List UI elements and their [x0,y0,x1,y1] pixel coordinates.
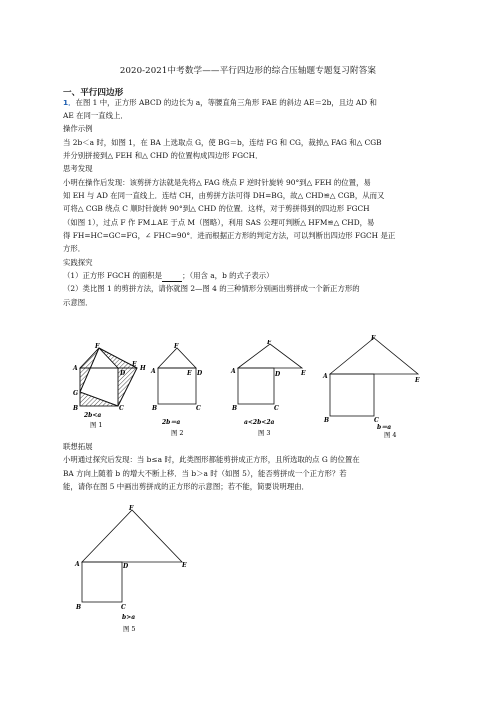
label-A: A [231,368,236,375]
condition: b>a [122,614,136,621]
paragraph-line: 能，请你在图 5 中画出剪拼成的正方形的示意图；若不能，简要说明理由． [63,482,309,491]
question-2: （2）类比图 1 的剪拼方法，请你就图 2—图 4 的三种情形分别画出剪拼成一个新正方形的 [63,284,360,293]
label-F: F [371,335,376,342]
label-C: C [374,417,379,424]
label-E: E [415,377,420,384]
paragraph-line: 当 2b＜a 时，如图 1，在 BA 上选取点 G，使 BG＝b，连结 FG 和 CG，裁掉△ FAG 和△ CGB [63,138,382,147]
figure-2 [150,340,220,440]
label-B: B [73,405,79,412]
condition: 2b＝a [162,419,181,426]
problem-line: AE 在同一直线上． [63,111,128,120]
label-C: C [274,405,279,412]
label-E: E [182,562,187,569]
q1-text: （1）正方形 FGCH 的面积是 [63,271,163,280]
caption: 图 5 [123,625,136,633]
condition: 2b<a [84,412,102,419]
paragraph-line: BA 方向上随着 b 的增大不断上移．当 b＞a 时（如图 5），能否剪拼成一个正方形？若 [63,469,347,478]
figure-4 [322,334,422,438]
label-F: F [267,340,272,346]
label-A: A [75,561,80,568]
question-2-cont: 示意图． [63,298,93,307]
label-B: B [76,604,82,611]
caption: 图 3 [258,429,271,437]
paragraph-line: 得 FH=HC=GC=FG，∠ FHC=90°．进而根据正方形的判定方法，可以判断出四边形 FGCH 是正 [63,231,396,240]
problem-text: 在图 1 中，正方形 ABCD 的边长为 a，等腰直角三角形 FAE 的斜边 AE＝2b，且边 AD 和 [75,98,377,107]
figure-1 [62,340,152,440]
label-E: E [187,370,192,377]
label-H: H [140,365,146,372]
section-heading: 一、平行四边形 [63,88,124,98]
label-F: F [95,343,100,350]
label-A: A [151,368,156,375]
caption: 图 2 [171,429,184,437]
caption: 图 4 [384,431,397,438]
paragraph-line: 知 EH 与 AD 在同一直线上．连结 CH，由剪拼方法可得 DH=BG，故△ CHD≌△ CGB，从而又 [63,191,385,200]
answer-blank[interactable] [162,273,182,282]
figure-5 [72,502,202,642]
subheading-practice: 实践探究 [63,258,93,267]
q1-text-tail: ；（用含 a，b 的式子表示） [182,271,274,280]
paragraph-line: 小明在操作后发现：该剪拼方法就是先将△ FAG 绕点 F 逆时针旋转 90°到△ FEH 的位置，易 [63,178,371,187]
label-G: G [73,390,79,397]
paragraph-line: 方形． [63,244,86,253]
label-B: B [152,405,158,412]
label-E: E [132,361,137,368]
subheading-think: 思考发现 [63,164,93,173]
label-A: A [323,373,328,380]
paragraph-line: 小明通过探究后发现：当 b≤a 时，此类图形都能剪拼成正方形，且所选取的点 G 的位置在 [63,455,360,464]
label-D: D [275,371,281,378]
label-A: A [73,365,78,372]
caption: 图 1 [90,421,103,429]
label-C: C [119,405,124,412]
label-D: D [123,563,129,570]
label-E: E [301,370,306,377]
label-D: D [120,370,126,377]
label-D: D [197,370,203,377]
label-B: B [232,405,238,412]
paragraph-line: 可将△ CGB 绕点 C 顺时针旋转 90°到△ CHD 的位置．这样，对于剪拼得到的四边形 FGCH [63,204,370,213]
question-1 [63,269,437,282]
label-C: C [121,604,126,611]
label-C: C [196,405,201,412]
condition: b＝a [377,424,392,431]
label-F: F [174,343,179,350]
label-F: F [129,505,134,512]
label-B: B [324,417,330,424]
paragraph-line: 并分别拼接到△ FEH 和△ CHD 的位置构成四边形 FGCH． [63,151,263,160]
condition: a<2b<2a [244,419,275,426]
paragraph-line: （如图 1），过点 F 作 FM⊥AE 于点 M（图略），利用 SAS 公理可判断△ HFM≌△ CHD，易 [63,218,375,227]
problem-line [63,96,437,109]
subheading-ops: 操作示例 [63,124,93,133]
problem-number: 1． [63,98,76,107]
document-title: 2020-2021中考数学——平行四边形的综合压轴题专题复习附答案 [119,66,377,76]
subheading-extend: 联想拓展 [63,442,93,451]
figure-3 [230,340,310,440]
